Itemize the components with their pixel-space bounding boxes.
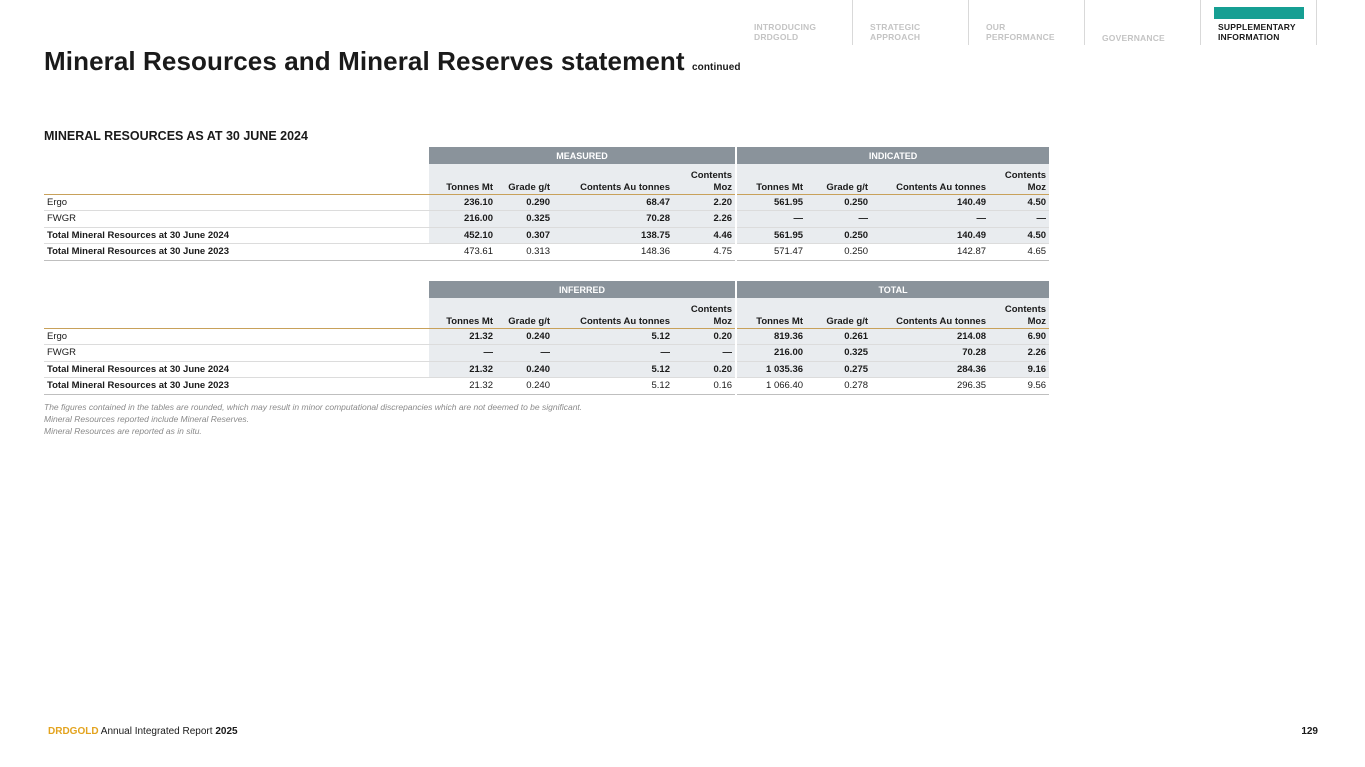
table-cell: 4.65 <box>989 244 1049 261</box>
table-cell: 4.75 <box>673 244 736 261</box>
table-cell: 2.20 <box>673 194 736 211</box>
table-cell: 0.250 <box>806 194 871 211</box>
group-header-indicated: INDICATED <box>736 147 1049 164</box>
page-number: 129 <box>1301 726 1318 737</box>
table-cell: 296.35 <box>871 378 989 395</box>
table-cell: 70.28 <box>871 345 989 362</box>
nav-tab-supplementary-information[interactable] <box>1201 0 1317 45</box>
table-cell: 2.26 <box>989 345 1049 362</box>
active-tab-indicator <box>1214 7 1304 19</box>
row-label: Total Mineral Resources at 30 June 2024 <box>44 227 429 244</box>
table-cell: 6.90 <box>989 328 1049 345</box>
table-cell: 561.95 <box>736 194 806 211</box>
row-label: Total Mineral Resources at 30 June 2023 <box>44 244 429 261</box>
footnote: The figures contained in the tables are rounded, which may result in minor computational discrepancies which are not deemed to be significant. <box>44 402 583 412</box>
footnotes <box>44 402 582 437</box>
table-cell: 0.20 <box>673 361 736 378</box>
table-cell: 236.10 <box>429 194 496 211</box>
nav-tab-governance[interactable] <box>1085 0 1201 45</box>
table-cell: 9.16 <box>989 361 1049 378</box>
table-cell: 21.32 <box>429 378 496 395</box>
column-header: Grade g/t <box>806 164 871 194</box>
blank-header <box>44 147 429 164</box>
table-cell: 68.47 <box>553 194 673 211</box>
nav-tab-label: INTRODUCING DRDGOLD <box>754 22 817 42</box>
table-cell: 284.36 <box>871 361 989 378</box>
table-cell: 4.50 <box>989 194 1049 211</box>
column-header: Contents Au tonnes <box>871 298 989 328</box>
column-header: Grade g/t <box>806 298 871 328</box>
column-header: Contents Moz <box>673 164 736 194</box>
table-cell: 0.240 <box>496 361 553 378</box>
table-cell: 473.61 <box>429 244 496 261</box>
group-header-measured: MEASURED <box>429 147 736 164</box>
row-label: Ergo <box>44 328 429 345</box>
table-cell: 138.75 <box>553 227 673 244</box>
column-header: Contents Au tonnes <box>553 164 673 194</box>
table-cell: — <box>806 211 871 228</box>
table-cell: 142.87 <box>871 244 989 261</box>
table-cell: — <box>736 211 806 228</box>
page-title-text: Mineral Resources and Mineral Reserves statement <box>44 46 685 76</box>
table-cell: 21.32 <box>429 361 496 378</box>
table-cell: 0.250 <box>806 227 871 244</box>
table-cell: 0.20 <box>673 328 736 345</box>
table-cell: — <box>553 345 673 362</box>
table-cell: 0.250 <box>806 244 871 261</box>
table-row <box>44 328 1049 345</box>
top-navigation <box>737 0 1317 45</box>
row-label: Ergo <box>44 194 429 211</box>
nav-tab-our-performance[interactable] <box>969 0 1085 45</box>
group-header-total: TOTAL <box>736 281 1049 298</box>
table-cell: 140.49 <box>871 194 989 211</box>
table-row <box>44 244 1049 261</box>
table-cell: — <box>673 345 736 362</box>
column-header: Contents Au tonnes <box>553 298 673 328</box>
table-cell: 0.16 <box>673 378 736 395</box>
column-header: Contents Moz <box>989 298 1049 328</box>
row-label: Total Mineral Resources at 30 June 2023 <box>44 378 429 395</box>
table-cell: 2.26 <box>673 211 736 228</box>
row-label: Total Mineral Resources at 30 June 2024 <box>44 361 429 378</box>
table-row <box>44 361 1049 378</box>
table-cell: 216.00 <box>736 345 806 362</box>
table-cell: 1 066.40 <box>736 378 806 395</box>
measured-indicated-table <box>44 147 1049 261</box>
table-cell: — <box>871 211 989 228</box>
table-row <box>44 194 1049 211</box>
table-cell: 0.290 <box>496 194 553 211</box>
nav-tab-label: SUPPLEMENTARY INFORMATION <box>1218 22 1296 42</box>
group-header-inferred: INFERRED <box>429 281 736 298</box>
table-cell: 0.275 <box>806 361 871 378</box>
column-header: Grade g/t <box>496 298 553 328</box>
table-cell: 0.325 <box>496 211 553 228</box>
table-cell: 5.12 <box>553 361 673 378</box>
blank-header <box>44 298 429 328</box>
table-cell: 4.46 <box>673 227 736 244</box>
table-cell: — <box>989 211 1049 228</box>
column-header: Contents Au tonnes <box>871 164 989 194</box>
table-cell: 452.10 <box>429 227 496 244</box>
page-title <box>44 46 741 77</box>
footnote: Mineral Resources reported include Mineral Reserves. <box>44 413 250 424</box>
table-cell: 0.313 <box>496 244 553 261</box>
nav-tab-label: OUR PERFORMANCE <box>986 22 1055 42</box>
table-cell: 216.00 <box>429 211 496 228</box>
table-cell: 561.95 <box>736 227 806 244</box>
inferred-total-table <box>44 281 1049 395</box>
nav-tab-strategic-approach[interactable] <box>853 0 969 45</box>
table-cell: 70.28 <box>553 211 673 228</box>
table-cell: 0.261 <box>806 328 871 345</box>
column-header: Tonnes Mt <box>429 164 496 194</box>
table-cell: 571.47 <box>736 244 806 261</box>
table-cell: 148.36 <box>553 244 673 261</box>
section-title: MINERAL RESOURCES AS AT 30 JUNE 2024 <box>44 129 308 143</box>
footer-year: 2025 <box>215 726 238 737</box>
table-cell: 0.307 <box>496 227 553 244</box>
table-cell: — <box>429 345 496 362</box>
table-cell: 214.08 <box>871 328 989 345</box>
table-cell: 5.12 <box>553 328 673 345</box>
blank-header <box>44 281 429 298</box>
table-cell: 0.240 <box>496 328 553 345</box>
table-cell: 0.278 <box>806 378 871 395</box>
column-header: Contents Moz <box>673 298 736 328</box>
table-cell: 0.240 <box>496 378 553 395</box>
nav-tab-label: STRATEGIC APPROACH <box>870 22 921 42</box>
nav-tab-label: GOVERNANCE <box>1102 33 1165 43</box>
table-row <box>44 211 1049 228</box>
table-cell: 0.325 <box>806 345 871 362</box>
table-cell: 5.12 <box>553 378 673 395</box>
table-cell: 140.49 <box>871 227 989 244</box>
row-label: FWGR <box>44 211 429 228</box>
table-row <box>44 227 1049 244</box>
table-cell: 819.36 <box>736 328 806 345</box>
column-header: Grade g/t <box>496 164 553 194</box>
page-title-suffix: continued <box>691 62 741 73</box>
table-body <box>44 194 1049 260</box>
table-body <box>44 328 1049 394</box>
footer-report-name <box>48 726 238 737</box>
table-cell: 21.32 <box>429 328 496 345</box>
column-header: Tonnes Mt <box>429 298 496 328</box>
footnote: Mineral Resources are reported as in situ. <box>44 425 202 436</box>
footer-text: Annual Integrated Report <box>100 726 213 737</box>
table-cell: 9.56 <box>989 378 1049 395</box>
blank-header <box>44 164 429 194</box>
table-cell: 1 035.36 <box>736 361 806 378</box>
nav-tab-introducing[interactable] <box>737 0 853 45</box>
table-cell: — <box>496 345 553 362</box>
table-row <box>44 345 1049 362</box>
column-header: Contents Moz <box>989 164 1049 194</box>
table-cell: 4.50 <box>989 227 1049 244</box>
row-label: FWGR <box>44 345 429 362</box>
column-header: Tonnes Mt <box>736 298 806 328</box>
footer-brand: DRDGOLD <box>48 726 99 737</box>
table-row <box>44 378 1049 395</box>
column-header: Tonnes Mt <box>736 164 806 194</box>
